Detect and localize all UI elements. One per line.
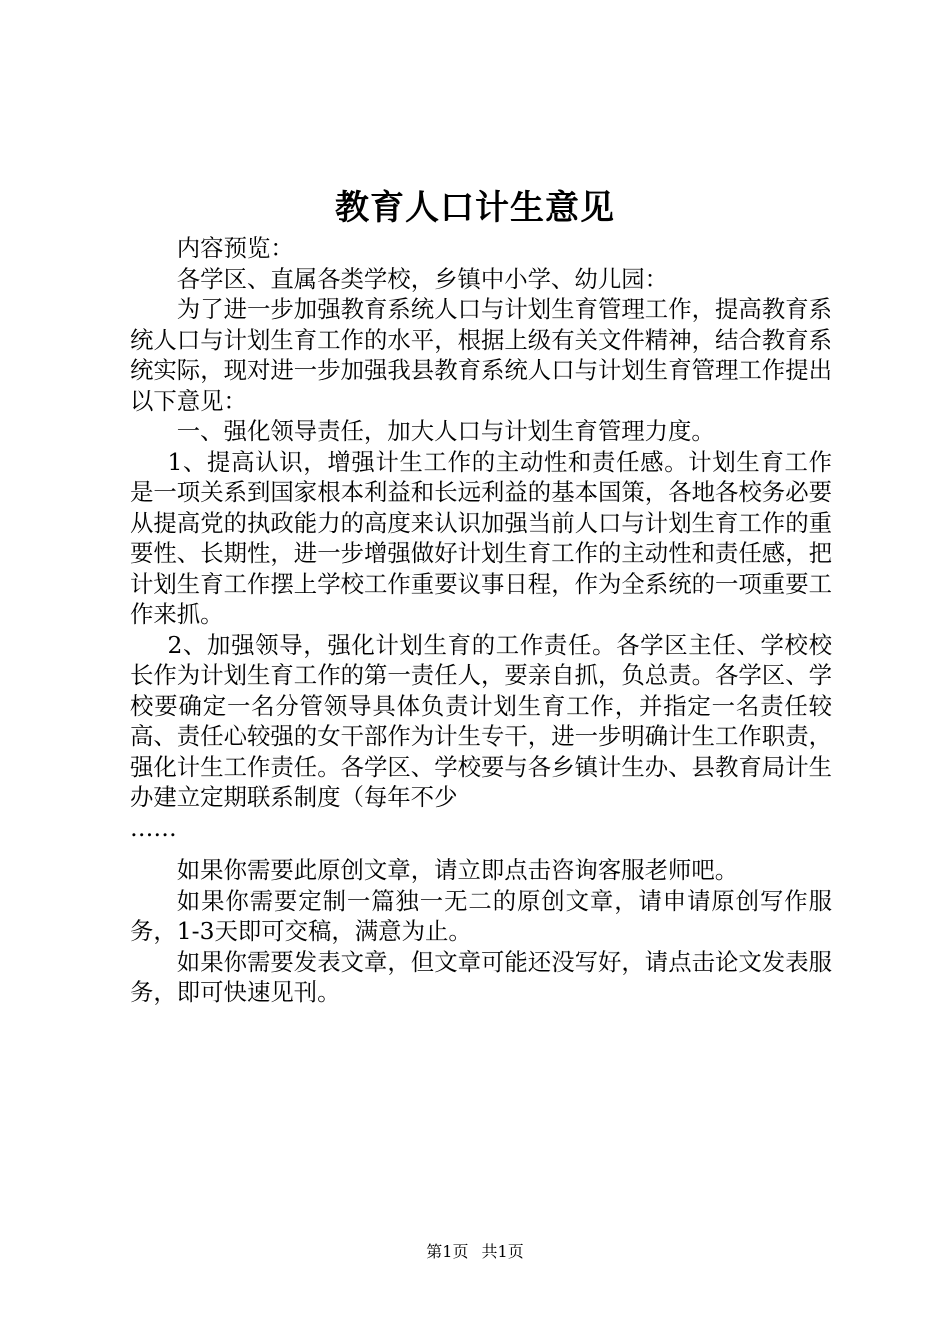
- salutation: 各学区、直属各类学校，乡镇中小学、幼儿园：: [176, 264, 668, 293]
- preview-label: 内容预览：: [176, 234, 294, 262]
- paragraph-item-1: 1、提高认识，增强计生工作的主动性和责任感。计划生育工作是一项关系到国家根本利益和长远利益的基本国策，各地各校务必要从提高党的执政能力的高度来认识加强当前人口与计划生育工作的重要性、长期性，进一步增强做好计划生育工作的主动性和责任感，把计划生育工作摆上学校工作重要议事日程，作为全系统的一项重要工作来抓。: [130, 447, 832, 628]
- paragraph-item-2: 2、加强领导，强化计划生育的工作责任。各学区主任、学校校长作为计划生育工作的第一责任人，要亲自抓，负总责。各学区、学校要确定一名分管领导具体负责计划生育工作，并指定一名责任较高、责任心较强的女干部作为计生专干，进一步明确计生工作职责，强化计生工作责任。各学区、学校要与各乡镇计生办、县教育局计生办建立定期联系制度（每年不少: [130, 630, 832, 811]
- document-title: 教育人口计生意见: [335, 188, 615, 228]
- page-number-total: 共1页: [481, 1242, 524, 1261]
- spacer: [130, 843, 832, 855]
- promo-line-consult[interactable]: 如果你需要此原创文章，请立即点击咨询客服老师吧。: [176, 856, 739, 884]
- page-number-current: 第1页: [426, 1242, 469, 1261]
- promo-line-publish[interactable]: 如果你需要发表文章，但文章可能还没写好，请点击论文发表服务，即可快速见刊。: [130, 947, 832, 1006]
- truncation-ellipsis: ……: [130, 813, 177, 842]
- section-heading-one: 一、强化领导责任，加大人口与计划生育管理力度。: [176, 417, 715, 445]
- promo-line-custom-writing[interactable]: 如果你需要定制一篇独一无二的原创文章，请申请原创写作服务，1-3天即可交稿，满意为止。: [130, 886, 832, 945]
- document-body: [130, 233, 832, 1008]
- paragraph-intro: 为了进一步加强教育系统人口与计划生育管理工作，提高教育系统人口与计划生育工作的水平，根据上级有关文件精神，结合教育系统实际，现对进一步加强我县教育系统人口与计划生育管理工作提出以下意见：: [130, 295, 832, 415]
- page-footer: [0, 1240, 950, 1264]
